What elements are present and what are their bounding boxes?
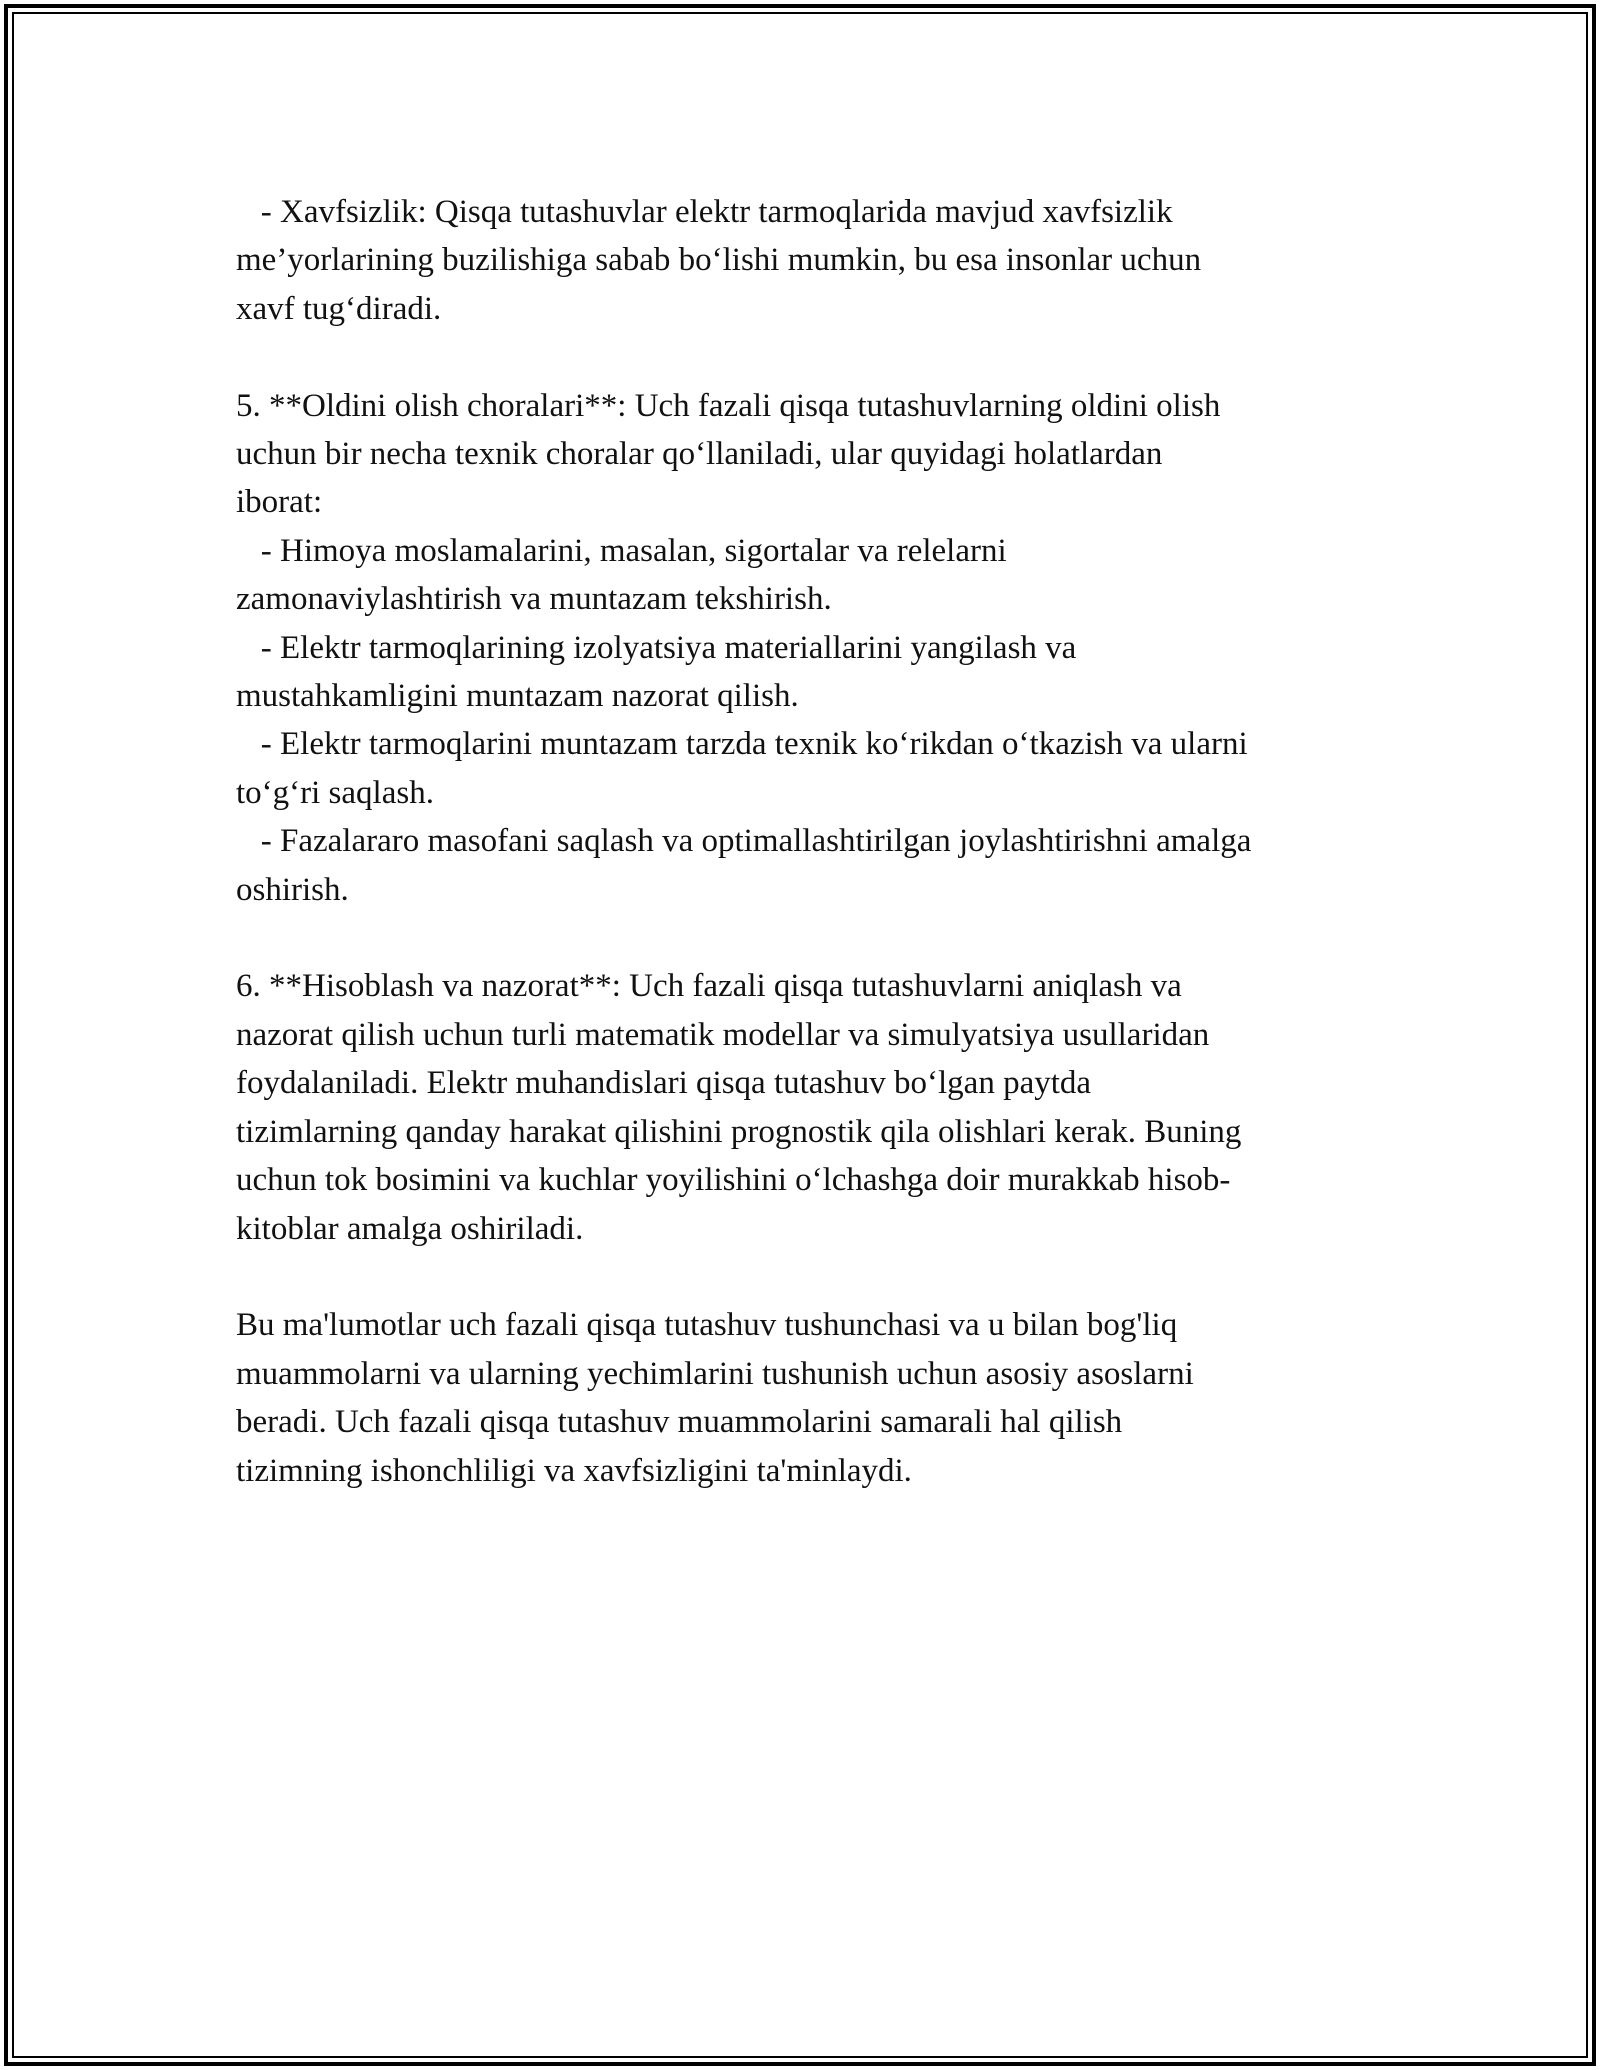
text-line: mustahkamligini muntazam nazorat qilish. (236, 678, 799, 715)
text-line: xavf tug‘diradi. (236, 290, 442, 327)
blank-line (236, 333, 1386, 381)
text-line: oshirish. (236, 871, 349, 908)
text-line: 6. **Hisoblash va nazorat**: Uch fazali qisqa tutashuvlarni aniqlash va (236, 968, 1182, 1005)
text-line: - Elektr tarmoqlarini muntazam tarzda texnik ko‘rikdan o‘tkazish va ularni (236, 726, 1248, 763)
text-line: uchun bir necha texnik choralar qo‘llaniladi, ular quyidagi holatlardan (236, 436, 1163, 473)
text-line: - Xavfsizlik: Qisqa tutashuvlar elektr tarmoqlarida mavjud xavfsizlik (236, 194, 1173, 230)
text-line: nazorat qilish uchun turli matematik modellar va simulyatsiya usullaridan (236, 1016, 1210, 1053)
text-line: tizimlarning qanday harakat qilishini prognostik qila olishlari kerak. Buning (236, 1113, 1242, 1150)
text-line: iborat: (236, 484, 323, 521)
text-line: beradi. Uch fazali qisqa tutashuv muammolarini samarali hal qilish (236, 1404, 1123, 1441)
text-line: muammolarni va ularning yechimlarini tushunish uchun asosiy asoslarni (236, 1355, 1194, 1392)
text-line: zamonaviylashtirish va muntazam tekshirish. (236, 581, 832, 618)
text-line: 5. **Oldini olish choralari**: Uch fazali qisqa tutashuvlarning oldini olish (236, 387, 1221, 424)
text-line: - Fazalararo masofani saqlash va optimallashtirilgan joylashtirishni amalga (236, 823, 1252, 860)
text-line: - Himoya moslamalarini, masalan, sigortalar va relelarni (236, 532, 1007, 569)
text-line: tizimning ishonchliligi va xavfsizligini ta'minlaydi. (236, 1452, 912, 1489)
text-line: uchun tok bosimini va kuchlar yoyilishini o‘lchashga doir murakkab hisob- (236, 1162, 1231, 1199)
document-body (236, 188, 1386, 1495)
text-line: me’yorlarining buzilishiga sabab bo‘lishi mumkin, bu esa insonlar uchun (236, 242, 1202, 279)
text-line: foydalaniladi. Elektr muhandislari qisqa tutashuv bo‘lgan paytda (236, 1065, 1092, 1102)
blank-line (236, 914, 1386, 962)
text-line: kitoblar amalga oshiriladi. (236, 1210, 584, 1247)
blank-line (236, 1253, 1386, 1301)
text-line: Bu ma'lumotlar uch fazali qisqa tutashuv tushunchasi va u bilan bog'liq (236, 1307, 1178, 1344)
text-line: - Elektr tarmoqlarining izolyatsiya materiallarini yangilash va (236, 629, 1077, 666)
text-line: to‘g‘ri saqlash. (236, 774, 434, 811)
